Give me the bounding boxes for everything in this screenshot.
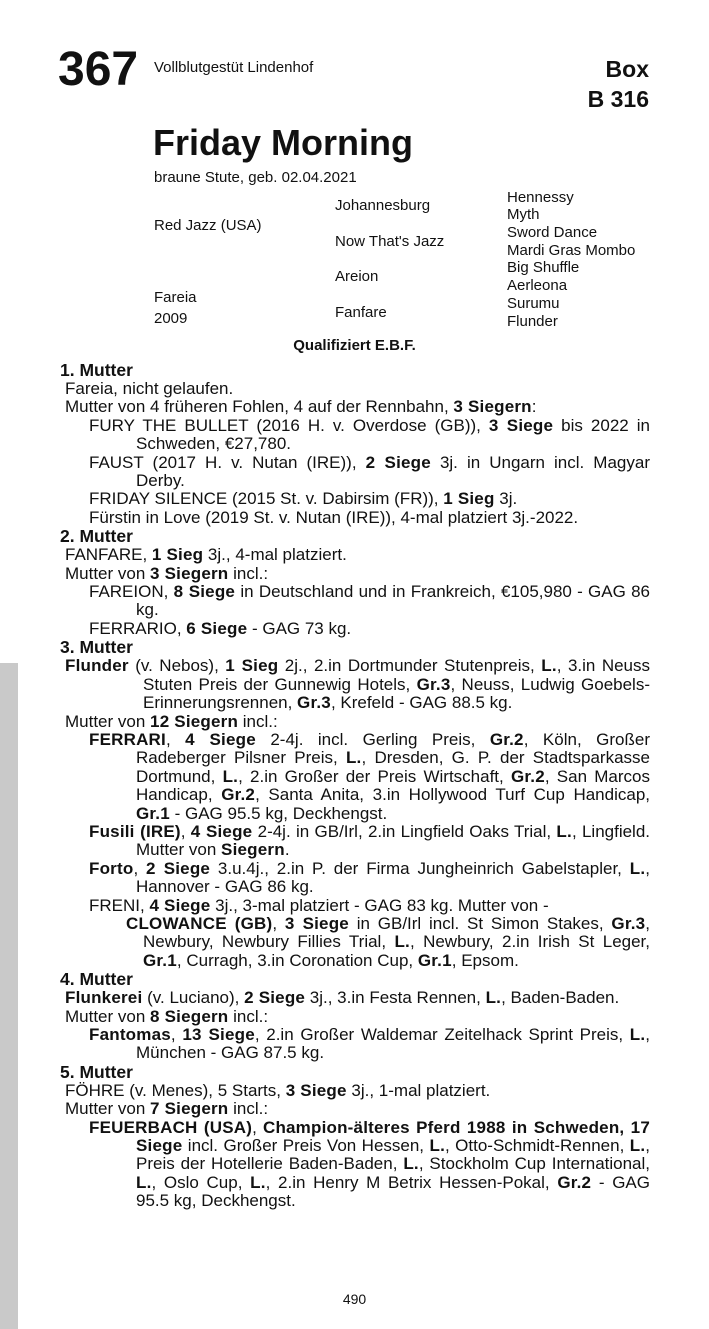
bold-text: 1 Sieg [151, 545, 204, 565]
bold-text: 6 Siege [186, 618, 248, 638]
bold-text: Flunder [65, 656, 129, 676]
text-run: , Santa Anita, 3.in Hollywood Turf Cup Handicap, [255, 785, 650, 805]
text-run: incl. Großer Preis Von Hessen, [182, 1136, 430, 1156]
bold-text: FERRARI [89, 729, 166, 749]
text-run: 2-4j. in GB/Irl, 2.in Lingfield Oaks Trial, [252, 821, 557, 841]
dam-section [60, 527, 650, 638]
dam-section [60, 361, 650, 527]
text-run: FRENI, [89, 895, 150, 915]
bold-text: 12 Siegern [150, 711, 239, 731]
produce-record [60, 583, 650, 620]
bold-text: 3 Siege [284, 913, 349, 933]
bold-text: L. [394, 932, 410, 952]
bold-text: L. [429, 1136, 445, 1156]
text-run: - GAG 95.5 kg, Deckhengst. [136, 1172, 650, 1211]
bold-text: 2 Siege [244, 988, 306, 1008]
bold-text: Siegern [221, 840, 285, 860]
text-run: 3j., 3.in Festa Rennen, [305, 988, 486, 1008]
text-run: , Stockholm Cup International, [418, 1154, 651, 1174]
text-run: , Baden-Baden. [501, 988, 620, 1008]
pedigree-ggp-7: Surumu [507, 295, 560, 312]
bold-text: 1 Sieg [225, 656, 279, 676]
text-run: (v. Luciano), [142, 988, 245, 1008]
bold-text: Gr.2 [510, 766, 545, 786]
text-run: (v. Nebos), [128, 656, 226, 676]
text-run: , 3.in Neuss Stuten Preis der Gunnewig Hotels, [143, 656, 651, 694]
box-number: B 316 [587, 86, 649, 112]
text-run: , Preis der Hotellerie Baden-Baden, [136, 1136, 650, 1174]
horse-description: braune Stute, geb. 02.04.2021 [154, 169, 357, 186]
text-run: , [165, 729, 186, 749]
text-run: Mutter von [65, 1099, 151, 1119]
section-heading: 2. Mutter [60, 526, 133, 547]
pedigree-ggp-1: Hennessy [507, 189, 574, 206]
bold-text: Gr.3 [297, 693, 331, 713]
produce-record [60, 713, 650, 731]
produce-record [60, 398, 650, 416]
bold-text: Gr.1 [136, 803, 170, 823]
bold-text: 7 Siegern [150, 1099, 229, 1119]
pedigree-dam: Fareia [154, 289, 197, 306]
bold-text: Forto [89, 858, 134, 878]
bold-text: L. [541, 656, 557, 676]
breeder-name: Vollblutgestüt Lindenhof [154, 59, 314, 76]
text-run: FAUST (2017 H. v. Nutan (IRE)), [89, 452, 366, 472]
text-run: - GAG 95.5 kg, Deckhengst. [169, 803, 388, 823]
text-run: incl.: [228, 1006, 269, 1026]
bold-text: L. [222, 766, 239, 786]
bold-text: 4 Siege [185, 729, 256, 749]
text-run: bis 2022 in Schweden, €27,780. [136, 415, 650, 454]
dam-section [60, 970, 650, 1063]
text-run: . [284, 840, 290, 860]
produce-record [60, 454, 650, 491]
produce-record [60, 823, 650, 860]
text-run: in Deutschland und in Frankreich, €105,980 - GAG 86 kg. [136, 582, 650, 620]
produce-record [60, 565, 650, 583]
side-tab-strip [0, 663, 18, 1329]
text-run: incl.: [238, 711, 278, 731]
bold-text: L. [485, 988, 502, 1008]
text-run: incl.: [228, 1099, 269, 1119]
bold-text: L. [345, 748, 362, 768]
text-run: 3j., 1-mal platziert. [346, 1080, 491, 1100]
bold-text: Gr.2 [489, 729, 524, 749]
bold-text: 4 Siege [190, 821, 253, 841]
text-run: , Lingfield. Mutter von [136, 821, 651, 860]
text-run: FÖHRE (v. Menes), 5 Starts, [65, 1080, 286, 1100]
pedigree-ggp-4: Mardi Gras Mombo [507, 242, 636, 259]
text-run: , 2.in Großer der Preis Wirtschaft, [238, 766, 511, 786]
text-run: - GAG 73 kg. [247, 618, 352, 638]
bold-text: 1 Sieg [443, 489, 495, 509]
bold-text: Gr.1 [417, 950, 452, 970]
qualification-note: Qualifiziert E.B.F. [293, 337, 416, 354]
pedigree-ggp-6: Aerleona [507, 277, 568, 294]
lot-number: 367 [58, 43, 139, 96]
bold-text: 2 Siege [365, 452, 431, 472]
page-number: 490 [342, 1291, 367, 1307]
text-run: , [133, 858, 147, 878]
text-run: : [531, 397, 537, 417]
text-run: , [180, 821, 191, 841]
text-run: , Hannover - GAG 86 kg. [136, 858, 650, 897]
produce-record [60, 897, 650, 915]
dam-section [60, 1063, 650, 1211]
text-run: , Curragh, 3.in Coronation Cup, [176, 950, 418, 970]
pedigree-dam-sire: Areion [335, 268, 379, 285]
produce-record [60, 915, 650, 970]
produce-record [60, 731, 650, 823]
text-run: , München - GAG 87.5 kg. [136, 1025, 650, 1063]
text-run: Mutter von [65, 563, 151, 583]
text-run: , Krefeld - GAG 88.5 kg. [330, 693, 513, 713]
bold-text: L. [629, 1025, 646, 1044]
produce-record [60, 989, 650, 1007]
text-run: Fareia, nicht gelaufen. [65, 379, 234, 398]
text-run: FERRARIO, [89, 618, 187, 638]
text-run: , Köln, Großer Radeberger Pilsner Preis, [136, 729, 650, 768]
text-run: FANFARE, [65, 545, 152, 565]
text-run: Fürstin in Love (2019 St. v. Nutan (IRE)), 4-mal platziert 3j.-2022. [89, 507, 579, 527]
text-run: 3.u.4j., 2.in P. der Firma Jungheinrich Gabelstapler, [210, 858, 630, 878]
text-run: , Neuss, Ludwig Goebels-Erinnerungsrennen, [143, 674, 650, 713]
bold-text: Gr.3 [416, 674, 451, 694]
bold-text: 8 Siegern [150, 1006, 229, 1026]
bold-text: 3 Siegern [150, 563, 229, 583]
text-run: , [170, 1025, 183, 1044]
pedigree-sire-dam: Now That's Jazz [335, 233, 445, 250]
bold-text: Flunkerei [65, 988, 143, 1008]
box-info [588, 54, 649, 114]
pedigree-dam-dam: Fanfare [335, 304, 387, 321]
produce-record [60, 380, 650, 398]
bold-text: L. [136, 1172, 152, 1192]
text-run: , Newbury, Newbury Fillies Trial, [143, 913, 651, 952]
text-run: , [272, 913, 285, 933]
text-run: FAREION, [89, 582, 174, 602]
bold-text: L. [556, 821, 572, 841]
text-run: , San Marcos Handicap, [136, 766, 650, 805]
bold-text: Champion-älteres Pferd 1988 in Schweden, 17 Siege [136, 1117, 650, 1156]
text-run: , Oslo Cup, [151, 1172, 251, 1192]
produce-record [60, 860, 650, 897]
bold-text: Gr.2 [221, 785, 256, 805]
bold-text: Gr.2 [557, 1172, 592, 1192]
text-run: FURY THE BULLET (2016 H. v. Overdose (GB)), [89, 415, 489, 435]
pedigree-dam-year: 2009 [154, 310, 188, 327]
section-heading: 1. Mutter [60, 360, 133, 380]
text-run: 2-4j. incl. Gerling Preis, [255, 729, 490, 749]
text-run: 3j. in Ungarn incl. Magyar Derby. [136, 452, 650, 491]
produce-record [60, 1082, 650, 1100]
bold-text: 3 Siege [285, 1080, 347, 1100]
catalogue-content [60, 361, 650, 1211]
text-run: , Epsom. [451, 950, 519, 970]
text-run: 3j., 3-mal platziert - GAG 83 kg. Mutter von - [210, 895, 549, 915]
text-run: Mutter von [65, 711, 151, 731]
text-run: , 2.in Großer Waldemar Zeitelhack Sprint Preis, [254, 1025, 630, 1044]
bold-text: 8 Siege [173, 582, 236, 602]
produce-record [60, 490, 650, 508]
dam-section [60, 638, 650, 970]
section-heading: 5. Mutter [60, 1061, 133, 1082]
bold-text: Gr.3 [611, 913, 646, 933]
text-run: , [252, 1117, 263, 1137]
bold-text: L. [403, 1154, 419, 1174]
bold-text: 3 Siege [488, 415, 554, 435]
text-run: 2j., 2.in Dortmunder Stutenpreis, [278, 656, 542, 676]
pedigree-ggp-8: Flunder [507, 313, 558, 330]
bold-text: CLOWANCE (GB) [126, 913, 273, 933]
text-run: 3j., 4-mal platziert. [203, 545, 347, 565]
text-run: incl.: [228, 563, 269, 583]
produce-record [60, 1119, 650, 1211]
pedigree-sire-sire: Johannesburg [335, 197, 431, 214]
pedigree-ggp-2: Myth [507, 206, 540, 223]
produce-record [60, 1008, 650, 1026]
text-run: Mutter von [65, 1006, 151, 1026]
produce-record [60, 1100, 650, 1118]
pedigree-ggp-3: Sword Dance [507, 224, 598, 241]
bold-text: L. [250, 1172, 266, 1192]
bold-text: L. [629, 1136, 646, 1156]
bold-text: 4 Siege [149, 895, 211, 915]
bold-text: Fusili (IRE) [89, 821, 181, 841]
produce-record [60, 546, 650, 564]
text-run: Mutter von 4 früheren Fohlen, 4 auf der Rennbahn, [65, 397, 454, 417]
produce-record [60, 657, 650, 712]
bold-text: L. [629, 858, 646, 878]
bold-text: 2 Siege [146, 858, 211, 878]
bold-text: Fantomas [89, 1025, 171, 1044]
text-run: in GB/Irl incl. St Simon Stakes, [348, 913, 612, 933]
section-heading: 4. Mutter [60, 969, 133, 990]
text-run: FRIDAY SILENCE (2015 St. v. Dabirsim (FR)), [89, 489, 444, 509]
text-run: , Dresden, G. P. der Stadtsparkasse Dortmund, [136, 748, 650, 786]
bold-text: FEUERBACH (USA) [89, 1117, 253, 1137]
text-run: , Newbury, 2.in Irish St Leger, [409, 932, 651, 952]
horse-name: Friday Morning [153, 122, 413, 163]
bold-text: 3 Siegern [453, 397, 532, 417]
text-run: , Otto-Schmidt-Rennen, [445, 1136, 630, 1156]
pedigree-ggp-5: Big Shuffle [507, 259, 580, 276]
bold-text: 13 Siege [182, 1025, 255, 1044]
text-run: , 2.in Henry M Betrix Hessen-Pokal, [265, 1172, 558, 1192]
produce-record [60, 1026, 650, 1063]
text-run: 3j. [494, 489, 518, 509]
pedigree-sire: Red Jazz (USA) [154, 217, 262, 234]
box-label: Box [605, 56, 649, 82]
produce-record [60, 620, 650, 638]
bold-text: Gr.1 [143, 950, 177, 970]
section-heading: 3. Mutter [60, 637, 133, 658]
produce-record [60, 417, 650, 454]
produce-record [60, 509, 650, 527]
